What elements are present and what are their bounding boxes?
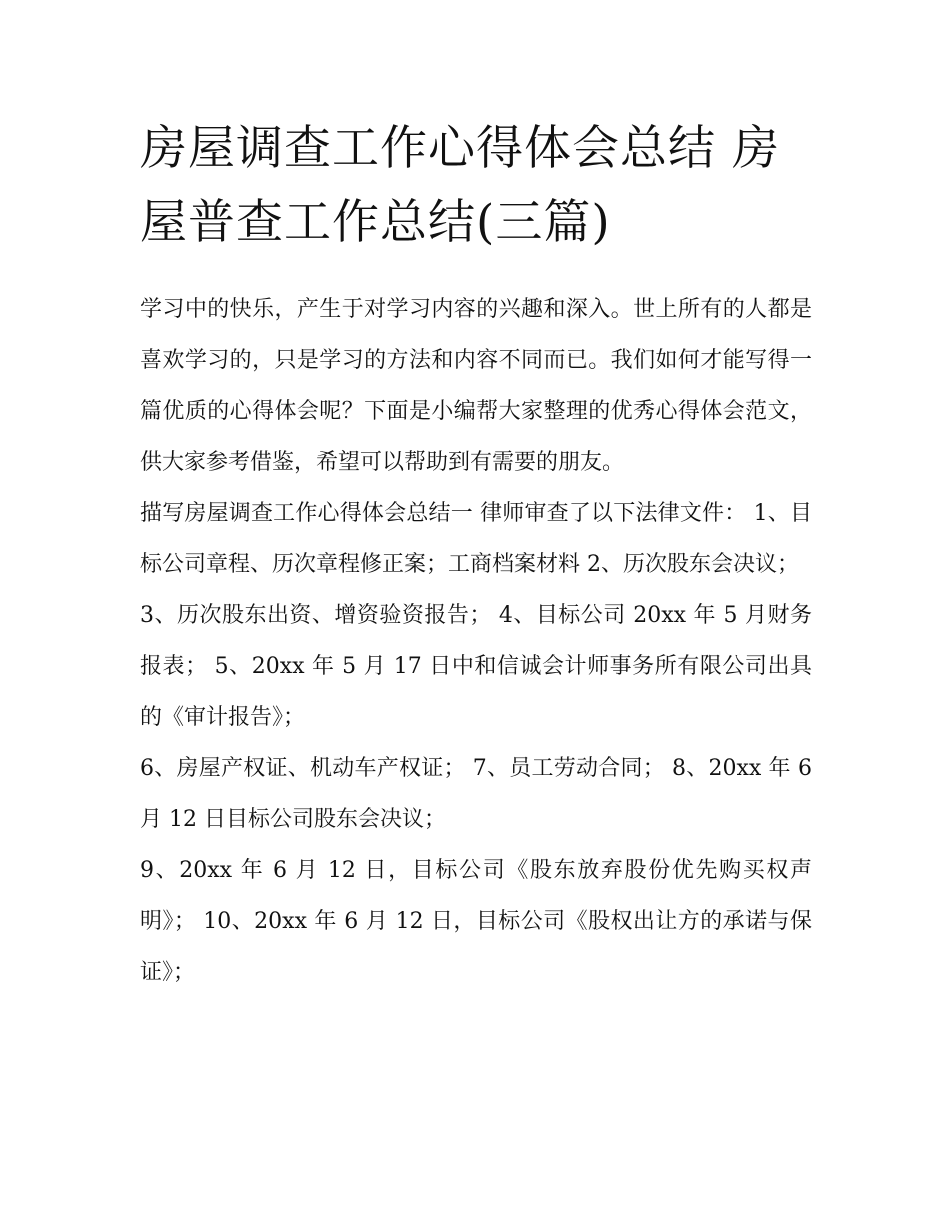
document-body: [140, 284, 812, 998]
document-title: 房屋调查工作心得体会总结 房屋普查工作总结(三篇): [140, 121, 780, 250]
paragraph-documents-list-4: 9、20xx 年 6 月 12 日，目标公司《股东放弃股份优先购买权声明》； 10、20xx 年 6 月 12 日，目标公司《股权出让方的承诺与保证》；: [140, 858, 812, 985]
paragraph-documents-list-2: 3、历次股东出资、增资验资报告； 4、目标公司 20xx 年 5 月财务报表； 5、20xx 年 5 月 17 日中和信诚会计师事务所有限公司出具的《审计报告》；: [140, 603, 812, 730]
paragraph-intro: 学习中的快乐，产生于对学习内容的兴趣和深入。世上所有的人都是喜欢学习的，只是学习的方法和内容不同而已。我们如何才能写得一篇优质的心得体会呢？下面是小编帮大家整理的优秀心得体会范文，供大家参考借鉴，希望可以帮助到有需要的朋友。: [140, 297, 812, 475]
paragraph-documents-list-1: 描写房屋调查工作心得体会总结一 律师审查了以下法律文件： 1、目标公司章程、历次章程修正案；工商档案材料 2、历次股东会决议；: [140, 501, 812, 577]
document-page: [140, 112, 812, 998]
paragraph-documents-list-3: 6、房屋产权证、机动车产权证； 7、员工劳动合同； 8、20xx 年 6 月 12 日目标公司股东会决议；: [140, 756, 812, 832]
